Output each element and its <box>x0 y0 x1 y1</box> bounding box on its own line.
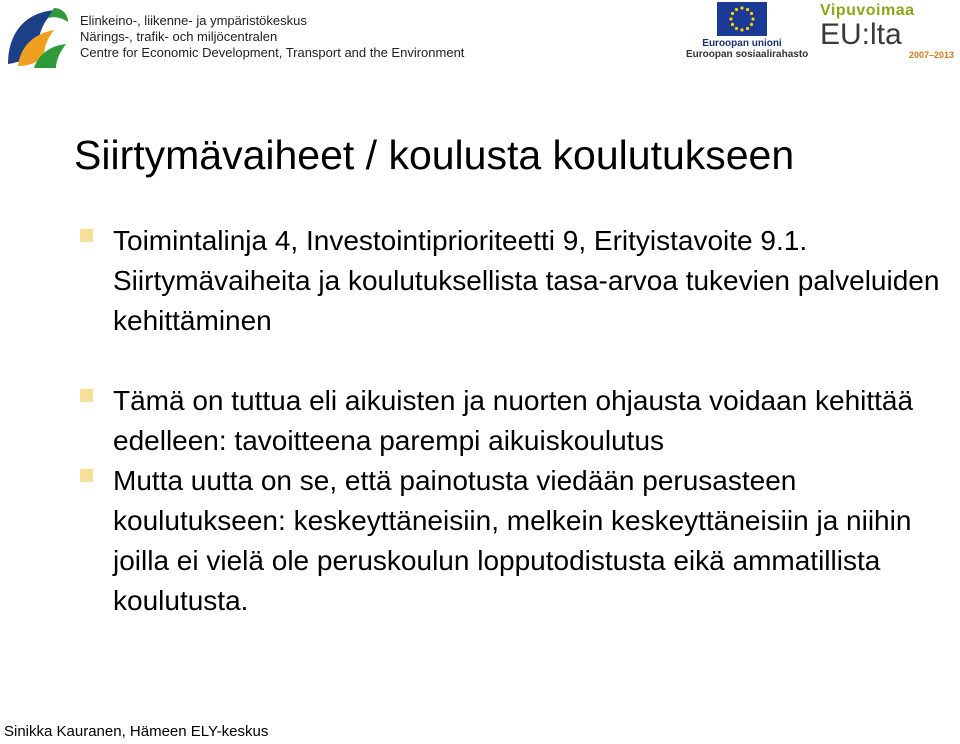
bullet-text: Mutta uutta on se, että painotusta viedään perusasteen koulutukseen: keskeyttäneisiin, melkein keskeyttäneisiin ja niihin joilla ei vielä ole peruskoulun lopputodistusta eikä ammatillista koulutusta. <box>113 465 912 616</box>
slide-footer: Sinikka Kauranen, Hämeen ELY-keskus <box>4 723 269 740</box>
slide-title: Siirtymävaiheet / koulusta koulutukseen <box>74 132 795 178</box>
ely-name-swedish: Närings-, trafik- och miljöcentralen <box>80 29 278 44</box>
bullet-square-icon <box>80 389 93 402</box>
bullet-item <box>78 461 958 621</box>
vipuvoimaa-title: Vipuvoimaa <box>820 2 915 19</box>
ely-name-finnish: Elinkeino-, liikenne- ja ympäristökeskus <box>80 13 307 28</box>
bullet-square-icon <box>80 469 93 482</box>
eu-union-label: Euroopan unioni <box>702 38 782 49</box>
vipuvoimaa-years: 2007–2013 <box>908 50 954 60</box>
bullet-item <box>78 381 958 461</box>
eu-fund-label: Euroopan sosiaalirahasto <box>686 49 809 60</box>
bullet-text: Toimintalinja 4, Investointiprioriteetti 9, Erityistavoite 9.1. Siirtymävaiheita ja koulutuksellista tasa-arvoa tukevien palveluiden kehittäminen <box>113 225 940 336</box>
ely-logo-icon <box>4 4 72 70</box>
ely-name-english: Centre for Economic Development, Transport and the Environment <box>80 45 465 60</box>
bullet-text: Tämä on tuttua eli aikuisten ja nuorten ohjausta voidaan kehittää edelleen: tavoitteena parempi aikuiskoulutus <box>113 385 914 456</box>
vipuvoimaa-eu-text: EU:lta <box>820 18 902 51</box>
eu-logo <box>686 2 809 64</box>
eu-flag-icon <box>717 2 767 36</box>
bullet-square-icon <box>80 229 93 242</box>
slide-header <box>0 0 960 70</box>
vipuvoimaa-logo <box>820 2 960 68</box>
bullet-item <box>78 221 958 341</box>
bullet-list <box>78 221 958 621</box>
ely-organization-name <box>80 13 464 61</box>
